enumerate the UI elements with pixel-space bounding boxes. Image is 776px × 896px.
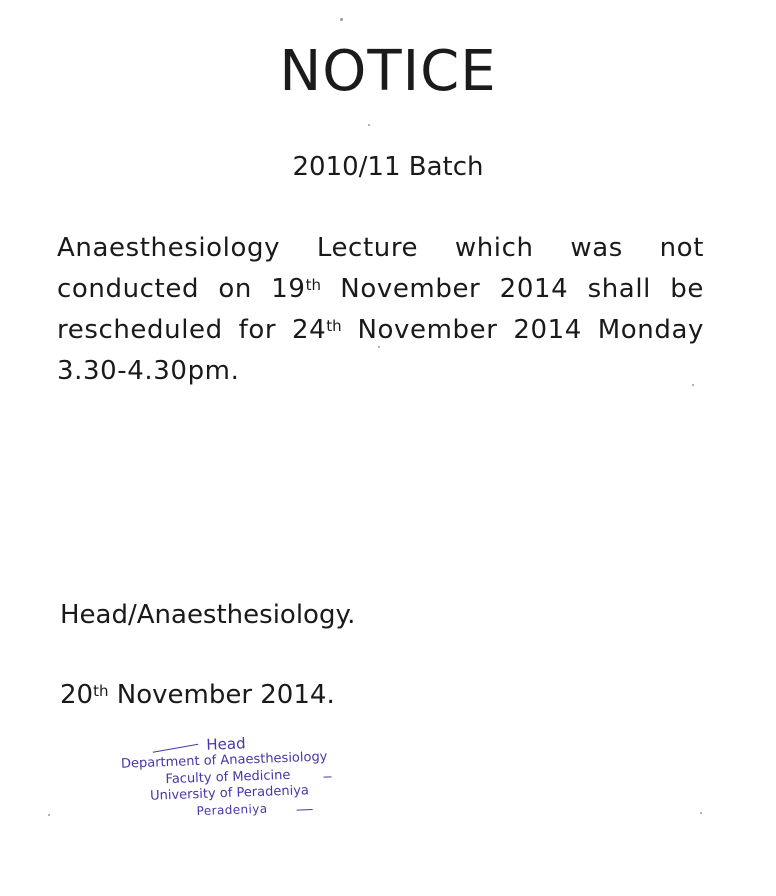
batch-heading: 2010/11 Batch xyxy=(292,152,484,182)
stamp-line-city: Peradeniya xyxy=(196,801,268,819)
signatory-title: Head/Anaesthesiology. xyxy=(60,600,356,630)
body-line-3 xyxy=(57,310,704,351)
scan-speck xyxy=(340,18,343,21)
stamp-signature-stroke xyxy=(153,744,198,753)
body-line-3-start: rescheduled for 24 xyxy=(57,315,327,345)
body-line-2 xyxy=(57,269,704,310)
scan-speck xyxy=(692,384,694,386)
body-line-2-end: November 2014 shall be xyxy=(320,274,704,304)
body-line-2-start: conducted on 19 xyxy=(57,274,306,304)
department-stamp xyxy=(112,728,355,832)
stamp-line-university: University of Peradeniya xyxy=(149,783,310,804)
body-line-1: Anaesthesiology Lecture which was not xyxy=(57,233,704,263)
date-day: 20 xyxy=(60,680,94,710)
stamp-line-faculty: Faculty of Medicine xyxy=(165,767,291,788)
stamp-line-head: Head xyxy=(206,734,246,754)
scan-speck xyxy=(700,812,702,814)
scan-speck xyxy=(48,814,50,816)
body-line-3-end: November 2014 Monday xyxy=(341,315,704,345)
body-line-4: 3.30-4.30pm. xyxy=(57,356,240,386)
notice-date xyxy=(60,678,335,712)
scan-speck xyxy=(378,346,380,348)
stamp-mark xyxy=(324,776,332,777)
scan-speck xyxy=(368,124,370,126)
notice-title: NOTICE xyxy=(279,39,497,104)
date-rest: November 2014. xyxy=(108,680,335,710)
stamp-line-department: Department of Anaesthesiology xyxy=(120,749,328,772)
ordinal-suffix: th xyxy=(326,317,342,335)
notice-body xyxy=(57,228,704,392)
ordinal-suffix: th xyxy=(305,276,321,294)
ordinal-suffix: th xyxy=(93,682,109,700)
stamp-mark xyxy=(297,809,313,811)
